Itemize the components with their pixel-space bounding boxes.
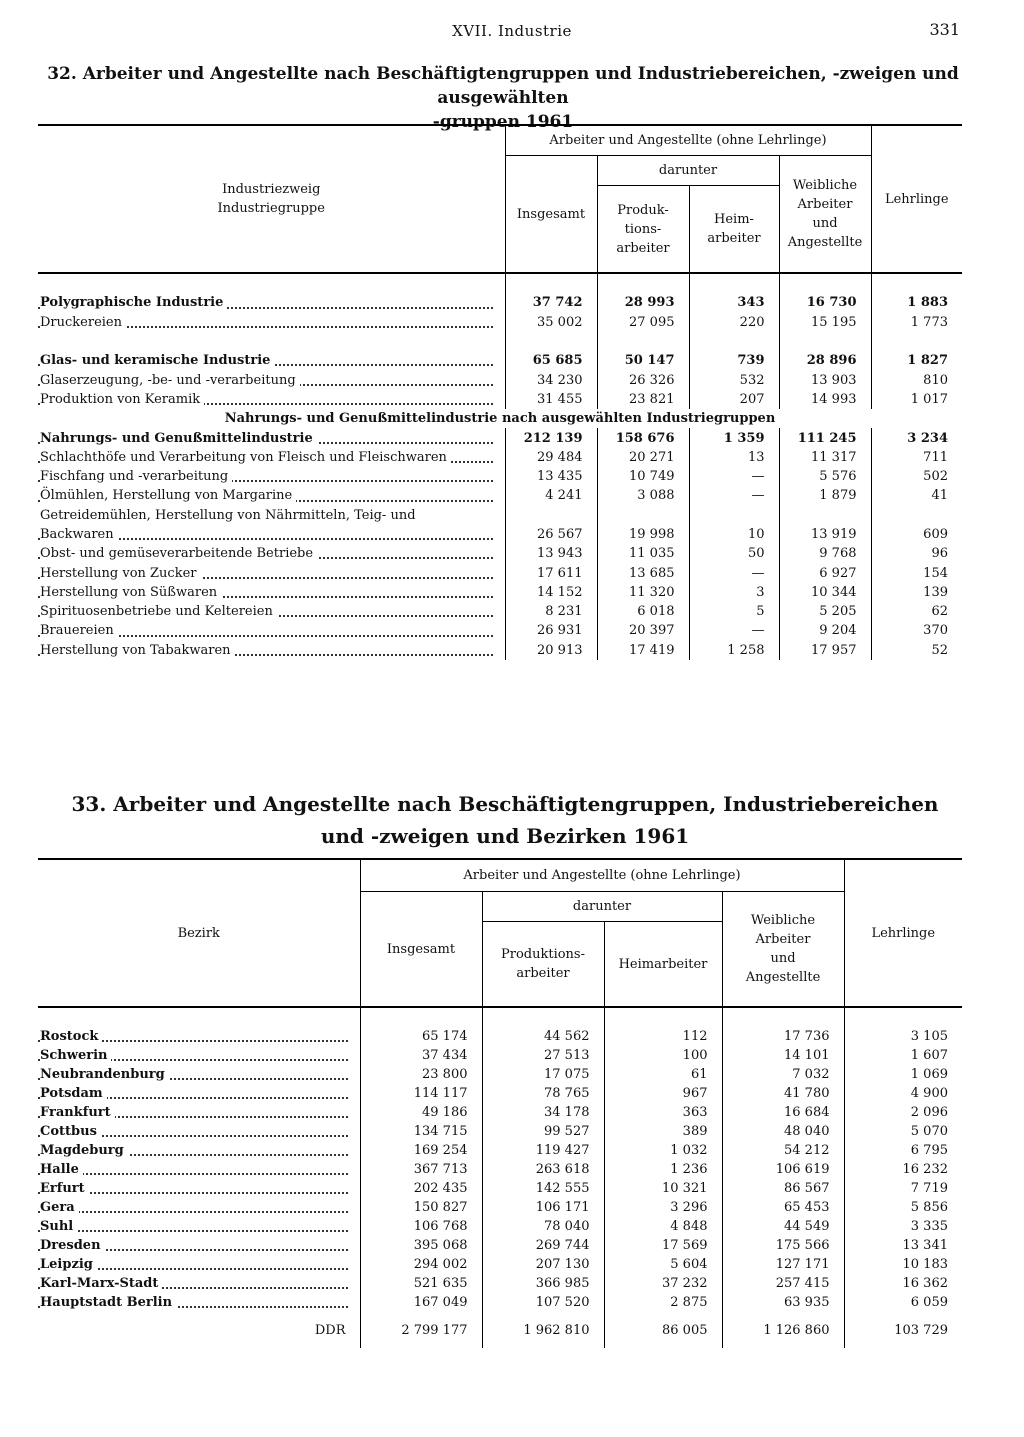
table-33-body (38, 1007, 962, 1348)
section-heading-row (38, 409, 962, 428)
row-header-line-1: Industriezweig (222, 182, 321, 197)
section-heading: Nahrungs- und Genußmittelindustrie nach ausgewählten Industriegruppen (224, 411, 776, 427)
table-row (38, 525, 962, 544)
row-label (38, 1103, 360, 1122)
value-cell: 5 856 (844, 1198, 962, 1217)
value-cell: 16 684 (722, 1103, 844, 1122)
row-label-text: Halle (40, 1162, 83, 1177)
row-label-text: Magdeburg (40, 1143, 128, 1158)
value-cell: 17 957 (779, 641, 871, 660)
value-cell: 207 130 (482, 1255, 604, 1274)
value-cell: 212 139 (505, 428, 597, 447)
value-cell: 1 258 (689, 641, 779, 660)
value-cell: 23 821 (597, 390, 689, 409)
value-cell: 363 (604, 1103, 722, 1122)
col-header-heim: Heim- arbeiter (689, 186, 779, 274)
row-label-text: Spirituosenbetriebe und Keltereien (40, 604, 277, 619)
row-label (38, 583, 505, 602)
value-cell: 1 883 (871, 293, 962, 312)
value-cell: — (689, 621, 779, 640)
value-cell: 1 069 (844, 1065, 962, 1084)
value-cell: 11 035 (597, 544, 689, 563)
value-cell: 127 171 (722, 1255, 844, 1274)
row-label (38, 1141, 360, 1160)
running-header: XVII. Industrie (452, 22, 572, 40)
row-label-text: Polygraphische Industrie (40, 295, 227, 310)
row-label (38, 544, 505, 563)
value-cell: 78 040 (482, 1217, 604, 1236)
table-row (38, 506, 962, 525)
value-cell: 1 236 (604, 1160, 722, 1179)
value-cell: 366 985 (482, 1274, 604, 1293)
value-cell: 17 736 (722, 1027, 844, 1046)
row-label-text: Fischfang und -verarbeitung (40, 469, 232, 484)
value-cell: 175 566 (722, 1236, 844, 1255)
row-label-text: Herstellung von Zucker (40, 566, 201, 581)
value-cell: 739 (689, 351, 779, 370)
row-label (38, 351, 505, 370)
value-cell: 114 117 (360, 1084, 482, 1103)
value-cell: 3 234 (871, 428, 962, 447)
value-cell: 63 935 (722, 1293, 844, 1312)
table-33-title (40, 788, 970, 852)
value-cell: 1 879 (779, 486, 871, 505)
table-row (38, 1084, 962, 1103)
row-label-text: Leipzig (40, 1257, 97, 1272)
value-cell: 111 245 (779, 428, 871, 447)
value-cell: 28 896 (779, 351, 871, 370)
table-33 (38, 858, 962, 1348)
value-cell: 44 549 (722, 1217, 844, 1236)
value-cell: 16 362 (844, 1274, 962, 1293)
value-cell: 11 317 (779, 448, 871, 467)
value-cell: — (689, 486, 779, 505)
row-label (38, 602, 505, 621)
value-cell: 20 271 (597, 448, 689, 467)
value-cell: 521 635 (360, 1274, 482, 1293)
value-cell: 20 397 (597, 621, 689, 640)
table-row (38, 1236, 962, 1255)
value-cell: 41 780 (722, 1084, 844, 1103)
table-33-title-line-2: und -zweigen und Bezirken 1961 (320, 824, 690, 848)
row-label (38, 1065, 360, 1084)
value-cell: 2 875 (604, 1293, 722, 1312)
value-cell: 65 453 (722, 1198, 844, 1217)
value-cell: 65 174 (360, 1027, 482, 1046)
row-label (38, 1217, 360, 1236)
row-label (38, 1122, 360, 1141)
value-cell: 150 827 (360, 1198, 482, 1217)
value-cell: 17 075 (482, 1065, 604, 1084)
value-cell: 169 254 (360, 1141, 482, 1160)
col-header-insgesamt: Insgesamt (360, 892, 482, 1008)
table-row (38, 563, 962, 582)
spacer-row (38, 332, 962, 351)
value-cell: 154 (871, 563, 962, 582)
row-label (38, 641, 505, 660)
col-header-lehrlinge: Lehrlinge (844, 859, 962, 1007)
table-row (38, 1065, 962, 1084)
value-cell: 50 (689, 544, 779, 563)
row-label-text: Neubrandenburg (40, 1067, 169, 1082)
value-cell: 967 (604, 1084, 722, 1103)
value-cell: 142 555 (482, 1179, 604, 1198)
value-cell: 14 993 (779, 390, 871, 409)
col-header-heim: Heimarbeiter (604, 922, 722, 1008)
value-cell: 48 040 (722, 1122, 844, 1141)
value-cell: 10 344 (779, 583, 871, 602)
value-cell: 1 017 (871, 390, 962, 409)
value-cell: 4 900 (844, 1084, 962, 1103)
value-cell: 29 484 (505, 448, 597, 467)
value-cell: 502 (871, 467, 962, 486)
table-row (38, 1179, 962, 1198)
row-label-text: Getreidemühlen, Herstellung von Nährmitteln, Teig- und (40, 508, 420, 523)
table-row (38, 390, 962, 409)
value-cell: 5 205 (779, 602, 871, 621)
value-cell: 711 (871, 448, 962, 467)
row-label (38, 621, 505, 640)
table-row (38, 486, 962, 505)
row-label-text: Nahrungs- und Genußmittelindustrie (40, 431, 317, 446)
value-cell: 1 827 (871, 351, 962, 370)
col-header-lehrlinge: Lehrlinge (871, 125, 962, 273)
value-cell: 3 088 (597, 486, 689, 505)
row-label-text: Produktion von Keramik (40, 392, 204, 407)
value-cell: 20 913 (505, 641, 597, 660)
value-cell: 263 618 (482, 1160, 604, 1179)
value-cell: 207 (689, 390, 779, 409)
value-cell: 112 (604, 1027, 722, 1046)
row-label (38, 506, 505, 525)
value-cell: 49 186 (360, 1103, 482, 1122)
total-value-cell: 1 126 860 (722, 1312, 844, 1348)
table-32-title-line-1: 32. Arbeiter und Angestellte nach Beschäftigtengruppen und Industriebereichen, -zweigen und ausgewählten (47, 64, 959, 108)
total-label: DDR (314, 1322, 346, 1338)
row-label (38, 1027, 360, 1046)
col-header-weiblich: Weibliche Arbeiter und Angestellte (722, 892, 844, 1008)
row-label (38, 370, 505, 389)
value-cell: 106 171 (482, 1198, 604, 1217)
value-cell: 13 685 (597, 563, 689, 582)
value-cell: 9 768 (779, 544, 871, 563)
value-cell: 367 713 (360, 1160, 482, 1179)
row-label-text: Frankfurt (40, 1105, 115, 1120)
value-cell: 17 611 (505, 563, 597, 582)
table-row (38, 467, 962, 486)
row-label (38, 390, 505, 409)
row-label (38, 467, 505, 486)
value-cell: 6 018 (597, 602, 689, 621)
table-row (38, 1255, 962, 1274)
table-row (38, 1160, 962, 1179)
table-row (38, 370, 962, 389)
total-value-cell: 103 729 (844, 1312, 962, 1348)
value-cell: 3 296 (604, 1198, 722, 1217)
row-label (38, 428, 505, 447)
col-header-weiblich: Weibliche Arbeiter und Angestellte (779, 156, 871, 274)
total-value-cell: 1 962 810 (482, 1312, 604, 1348)
row-label-text: Herstellung von Tabakwaren (40, 643, 235, 658)
value-cell: 10 321 (604, 1179, 722, 1198)
value-cell: 26 931 (505, 621, 597, 640)
value-cell: 5 604 (604, 1255, 722, 1274)
table-row (38, 641, 962, 660)
row-label-text: Backwaren (40, 527, 118, 542)
row-label (38, 525, 505, 544)
value-cell: 395 068 (360, 1236, 482, 1255)
value-cell: 9 204 (779, 621, 871, 640)
leader-dots (38, 1211, 348, 1213)
row-label (38, 1255, 360, 1274)
value-cell: 13 919 (779, 525, 871, 544)
value-cell: 27 513 (482, 1046, 604, 1065)
value-cell: 65 685 (505, 351, 597, 370)
value-cell: 202 435 (360, 1179, 482, 1198)
value-cell: 5 576 (779, 467, 871, 486)
col-header-produktion: Produk- tions- arbeiter (597, 186, 689, 274)
value-cell: 119 427 (482, 1141, 604, 1160)
value-cell: 257 415 (722, 1274, 844, 1293)
total-row (38, 1312, 962, 1348)
row-label (38, 1236, 360, 1255)
leader-dots (38, 1230, 348, 1232)
value-cell: 26 326 (597, 370, 689, 389)
value-cell: 16 232 (844, 1160, 962, 1179)
value-cell: 54 212 (722, 1141, 844, 1160)
value-cell: 11 320 (597, 583, 689, 602)
value-cell: 106 619 (722, 1160, 844, 1179)
row-label-text: Schlachthöfe und Verarbeitung von Fleisch und Fleischwaren (40, 450, 451, 465)
row-label-text: Dresden (40, 1238, 105, 1253)
row-label-text: Brauereien (40, 623, 118, 638)
table-row (38, 1198, 962, 1217)
leader-dots (38, 1173, 348, 1175)
value-cell: 15 195 (779, 313, 871, 332)
value-cell: — (689, 563, 779, 582)
table-row (38, 293, 962, 312)
table-row (38, 602, 962, 621)
row-label-text: Potsdam (40, 1086, 107, 1101)
value-cell: 3 335 (844, 1217, 962, 1236)
value-cell: 17 569 (604, 1236, 722, 1255)
col-header-bezirk: Bezirk (177, 925, 220, 941)
value-cell: 1 607 (844, 1046, 962, 1065)
value-cell: 37 434 (360, 1046, 482, 1065)
value-cell: 532 (689, 370, 779, 389)
value-cell: 100 (604, 1046, 722, 1065)
value-cell: 37 232 (604, 1274, 722, 1293)
row-label-text: Rostock (40, 1029, 102, 1044)
value-cell: 14 101 (722, 1046, 844, 1065)
value-cell: 4 241 (505, 486, 597, 505)
spacer-row (38, 273, 962, 293)
row-label-text: Herstellung von Süßwaren (40, 585, 221, 600)
value-cell: 8 231 (505, 602, 597, 621)
value-cell: 78 765 (482, 1084, 604, 1103)
table-row (38, 428, 962, 447)
value-cell: 13 903 (779, 370, 871, 389)
value-cell: 370 (871, 621, 962, 640)
value-cell: 10 183 (844, 1255, 962, 1274)
value-cell: 17 419 (597, 641, 689, 660)
value-cell: 269 744 (482, 1236, 604, 1255)
row-label (38, 1198, 360, 1217)
row-label (38, 1274, 360, 1293)
table-row (38, 1122, 962, 1141)
value-cell: 99 527 (482, 1122, 604, 1141)
value-cell: 19 998 (597, 525, 689, 544)
value-cell: 107 520 (482, 1293, 604, 1312)
col-group-header: Arbeiter und Angestellte (ohne Lehrlinge) (360, 859, 844, 892)
value-cell: 158 676 (597, 428, 689, 447)
value-cell: 16 730 (779, 293, 871, 312)
value-cell: 52 (871, 641, 962, 660)
value-cell: 1 359 (689, 428, 779, 447)
row-label-text: Glaserzeugung, -be- und -verarbeitung (40, 373, 300, 388)
value-cell: 134 715 (360, 1122, 482, 1141)
value-cell: 14 152 (505, 583, 597, 602)
value-cell: 2 096 (844, 1103, 962, 1122)
value-cell: 28 993 (597, 293, 689, 312)
value-cell: 37 742 (505, 293, 597, 312)
table-row (38, 544, 962, 563)
table-row (38, 1046, 962, 1065)
value-cell: 343 (689, 293, 779, 312)
col-header-produktion: Produktions- arbeiter (482, 922, 604, 1008)
row-label (38, 486, 505, 505)
total-value-cell: 86 005 (604, 1312, 722, 1348)
row-label (38, 313, 505, 332)
value-cell: 5 070 (844, 1122, 962, 1141)
value-cell: 1 032 (604, 1141, 722, 1160)
value-cell: 389 (604, 1122, 722, 1141)
row-label-text: Cottbus (40, 1124, 101, 1139)
page-number: 331 (929, 20, 960, 39)
value-cell: 61 (604, 1065, 722, 1084)
value-cell: 62 (871, 602, 962, 621)
value-cell: 35 002 (505, 313, 597, 332)
bezirk-header-cell (38, 859, 360, 1007)
row-label (38, 1084, 360, 1103)
row-label (38, 1160, 360, 1179)
row-label-text: Druckereien (40, 315, 126, 330)
value-cell: 23 800 (360, 1065, 482, 1084)
table-row (38, 1293, 962, 1312)
table-row (38, 1274, 962, 1293)
row-label-text: Suhl (40, 1219, 77, 1234)
row-label-text: Obst- und gemüseverarbeitende Betriebe (40, 546, 317, 561)
table-row (38, 448, 962, 467)
row-label (38, 1046, 360, 1065)
value-cell: 139 (871, 583, 962, 602)
value-cell: 96 (871, 544, 962, 563)
value-cell: 3 (689, 583, 779, 602)
table-32 (38, 124, 962, 660)
value-cell: 7 032 (722, 1065, 844, 1084)
value-cell: 26 567 (505, 525, 597, 544)
value-cell: 220 (689, 313, 779, 332)
value-cell: 609 (871, 525, 962, 544)
table-32-title-line-2: -gruppen 1961 (432, 112, 574, 132)
value-cell: 13 435 (505, 467, 597, 486)
row-label (38, 293, 505, 312)
value-cell: 50 147 (597, 351, 689, 370)
row-label-text: Glas- und keramische Industrie (40, 353, 274, 368)
table-row (38, 1141, 962, 1160)
row-label (38, 448, 505, 467)
value-cell: 41 (871, 486, 962, 505)
table-row (38, 621, 962, 640)
table-row (38, 313, 962, 332)
row-header-cell (38, 125, 505, 273)
row-label-text: Erfurt (40, 1181, 89, 1196)
value-cell: 106 768 (360, 1217, 482, 1236)
row-label-text: Ölmühlen, Herstellung von Margarine (40, 488, 296, 503)
value-cell: 34 230 (505, 370, 597, 389)
row-label-text: Schwerin (40, 1048, 111, 1063)
value-cell: 6 059 (844, 1293, 962, 1312)
value-cell: 1 773 (871, 313, 962, 332)
col-header-insgesamt: Insgesamt (505, 156, 597, 274)
row-label-text: Karl-Marx-Stadt (40, 1276, 162, 1291)
total-value-cell: 2 799 177 (360, 1312, 482, 1348)
value-cell: 3 105 (844, 1027, 962, 1046)
value-cell: 810 (871, 370, 962, 389)
value-cell: 13 943 (505, 544, 597, 563)
value-cell: 31 455 (505, 390, 597, 409)
value-cell: 167 049 (360, 1293, 482, 1312)
table-row (38, 351, 962, 370)
value-cell: 34 178 (482, 1103, 604, 1122)
value-cell: 4 848 (604, 1217, 722, 1236)
table-row (38, 1027, 962, 1046)
spacer-row (38, 1007, 962, 1027)
value-cell: 86 567 (722, 1179, 844, 1198)
value-cell: 10 (689, 525, 779, 544)
col-header-darunter: darunter (597, 156, 779, 186)
row-header-line-2: Industriegruppe (217, 201, 325, 216)
value-cell: 44 562 (482, 1027, 604, 1046)
table-row (38, 583, 962, 602)
value-cell: 6 927 (779, 563, 871, 582)
table-32-body (38, 273, 962, 660)
row-label (38, 1179, 360, 1198)
value-cell: 6 795 (844, 1141, 962, 1160)
value-cell: 5 (689, 602, 779, 621)
value-cell: 13 (689, 448, 779, 467)
col-header-darunter: darunter (482, 892, 722, 922)
table-33-title-line-1: 33. Arbeiter und Angestellte nach Beschäftigtengruppen, Industriebereichen (71, 792, 939, 816)
row-label-text: Hauptstadt Berlin (40, 1295, 176, 1310)
value-cell: 7 719 (844, 1179, 962, 1198)
value-cell: 10 749 (597, 467, 689, 486)
table-row (38, 1217, 962, 1236)
col-group-header: Arbeiter und Angestellte (ohne Lehrlinge) (505, 125, 871, 156)
value-cell: — (689, 467, 779, 486)
value-cell: 13 341 (844, 1236, 962, 1255)
value-cell: 27 095 (597, 313, 689, 332)
row-label (38, 563, 505, 582)
value-cell: 294 002 (360, 1255, 482, 1274)
row-label-text: Gera (40, 1200, 79, 1215)
table-row (38, 1103, 962, 1122)
row-label (38, 1293, 360, 1312)
